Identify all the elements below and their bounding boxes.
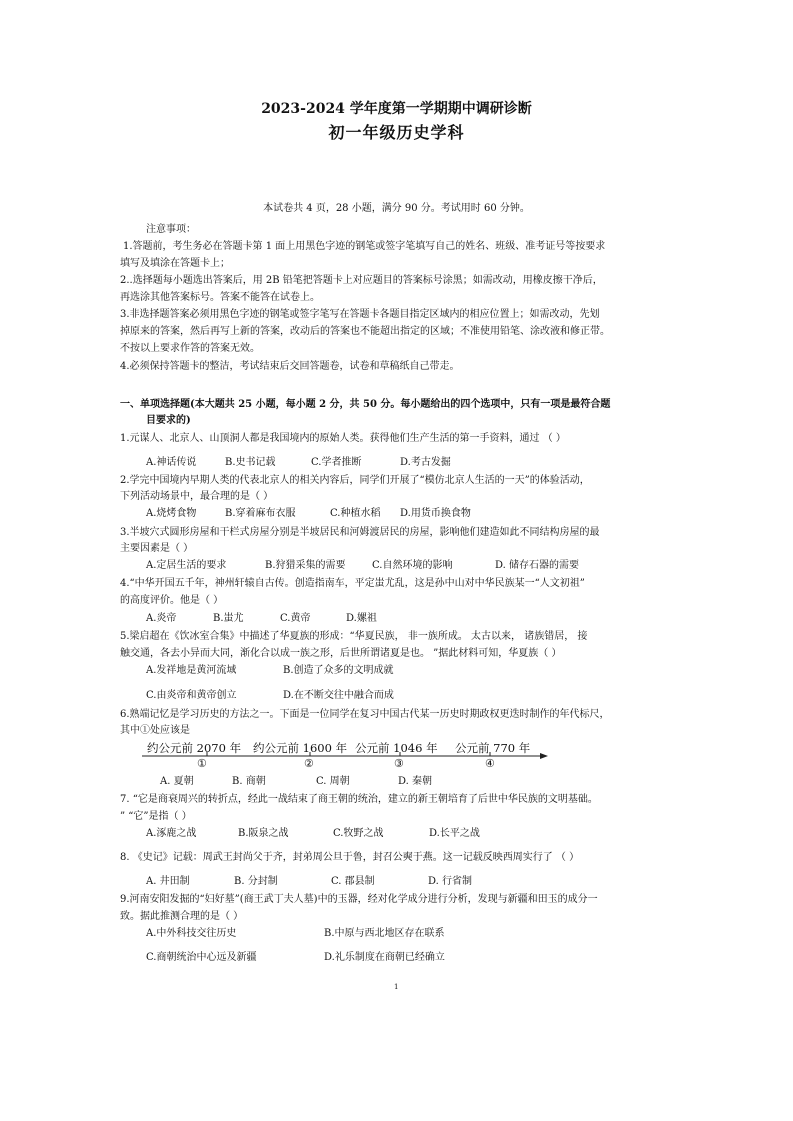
question-9-option-d: D.礼乐制度在商朝已经确立 <box>324 952 445 963</box>
timeline-label-1: 约公元前 2070 年 <box>147 741 242 755</box>
question-9-option-b: B.中原与西北地区存在联系 <box>324 928 445 939</box>
question-5-stem: 5.梁启超在《饮冰室合集》中描述了华夏族的形成：“华夏民族， 非一族所成。 太古以来， 诸族错居， 接 <box>120 631 588 642</box>
question-7-option-b: B.阪泉之战 <box>238 828 289 839</box>
question-6-option-d: D. 秦朝 <box>398 776 433 787</box>
exam-intro: 本试卷共 4 页，28 小题，满分 90 分。考试用时 60 分钟。 <box>263 203 530 214</box>
question-7-option-a: A.涿鹿之战 <box>146 828 197 839</box>
question-5-stem-cont: 触交通，各去小异而大同，渐化合以成一族之形，后世所谓诸夏是也。 ”据此材料可知，华夏族（ ） <box>120 648 562 659</box>
page-number: 1 <box>394 983 399 991</box>
question-4-option-b: B.蚩尤 <box>213 613 244 624</box>
question-2-option-b: B.穿着麻布衣服 <box>225 508 296 519</box>
question-7-stem: 7. “它是商衰周兴的转折点，经此一战结束了商王朝的统治，建立的新王朝培育了后世中华民族的文明基础。 <box>120 794 598 805</box>
question-3-option-c: C.自然环境的影响 <box>372 560 453 571</box>
notice-line: 2..选择题每小题选出答案后，用 2B 铅笔把答题卡上对应题目的答案标号涂黑；如需改动，用橡皮擦干净后， <box>120 275 603 286</box>
question-8-option-b: B. 分封制 <box>234 876 278 887</box>
question-6-stem: 6.熟端记忆是学习历史的方法之一。下面是一位同学在复习中国古代某一历史时期政权更迭时制作的年代标尺， <box>120 709 610 720</box>
notice-line: 填写及填涂在答题卡上； <box>120 258 230 269</box>
exam-title: 2023-2024 学年度第一学期期中调研诊断 <box>261 101 532 117</box>
section-heading-cont: 目要求的) <box>146 415 191 426</box>
exam-subtitle: 初一年级历史学科 <box>328 123 465 142</box>
question-4-option-c: C.黄帝 <box>280 613 311 624</box>
notice-line: 再选涂其他答案标号。答案不能答在试卷上。 <box>120 292 320 303</box>
timeline-label-2: 约公元前 1600 年 <box>253 741 348 755</box>
notice-heading: 注意事项： <box>146 224 196 235</box>
question-6-option-b: B. 商朝 <box>232 776 266 787</box>
timeline-mark-1: ① <box>197 757 207 770</box>
question-3-stem: 3.半坡穴式圆形房屋和干栏式房屋分别是半坡居民和河姆渡居民的房屋，影响他们建造如此不同结构房屋的最 <box>120 527 600 538</box>
question-1-option-c: C.学者推断 <box>311 457 362 468</box>
question-4-option-d: D.嫘祖 <box>346 613 377 624</box>
question-8-option-a: A. 井田制 <box>146 876 190 887</box>
timeline-label-3: 公元前 1046 年 <box>355 741 438 755</box>
timeline-mark-2: ② <box>304 757 314 770</box>
question-6-stem-cont: 其中①处应该是 <box>120 725 190 736</box>
question-5-option-c: C.由炎帝和黄帝创立 <box>146 690 237 701</box>
question-2-option-a: A.烧烤食物 <box>146 508 197 519</box>
question-4-stem-cont: 的高度评价。他是（ ） <box>120 595 224 606</box>
notice-line: 3.非选择题答案必须用黑色字迹的钢笔或签字笔写在答题卡各题目指定区域内的相应位置上；如需改动，先划 <box>120 309 600 320</box>
question-3-option-b: B.狩猎采集的需要 <box>265 560 346 571</box>
question-6-option-c: C. 周朝 <box>316 776 350 787</box>
question-5-option-d: D.在不断交往中融合而成 <box>283 690 394 701</box>
question-2-option-d: D.用货币换食物 <box>400 508 471 519</box>
question-1-stem: 1.元谋人、北京人、山顶洞人都是我国境内的原始人类。获得他们生产生活的第一手资料，通过 （ ） <box>120 433 566 444</box>
question-8-stem: 8. 《史记》记载：周武王封尚父于齐，封弟周公旦于鲁，封召公奭于燕。这一记载反映西周实行了 （ ） <box>120 852 580 863</box>
timeline-mark-4: ④ <box>485 757 495 770</box>
timeline-mark-3: ③ <box>394 757 404 770</box>
question-7-option-d: D.长平之战 <box>429 828 480 839</box>
notice-line: 4.必须保持答题卡的整洁，考试结束后交回答题卷，试卷和草稿纸自己带走。 <box>120 361 460 372</box>
question-8-option-c: C. 郡县制 <box>331 876 375 887</box>
question-3-option-a: A.定居生活的要求 <box>146 560 227 571</box>
question-1-option-a: A.神话传说 <box>146 457 197 468</box>
question-4-option-a: A.炎帝 <box>146 613 177 624</box>
question-2-stem: 2.学完中国境内早期人类的代表北京人的相关内容后，同学们开展了“模仿北京人生活的一天”的体验活动， <box>120 475 590 486</box>
question-2-option-c: C.种植水稻 <box>330 508 381 519</box>
question-9-option-a: A.中外科技交往历史 <box>146 928 237 939</box>
question-5-option-b: B.创造了众多的文明成就 <box>283 665 394 676</box>
notice-line: 掉原来的答案，然后再写上新的答案，改动后的答案也不能超出指定的区域；不准使用铅笔、涂改液和修正带。 <box>120 326 610 337</box>
question-4-stem: 4.“中华开国五千年，神州轩辕自古传。创造指南车，平定蚩尤乱，这是孙中山对中华民族某一“人文初祖” <box>120 578 585 589</box>
question-9-option-c: C.商朝统治中心远及新疆 <box>146 952 257 963</box>
question-9-stem-cont: 致。据此推测合理的是（ ） <box>120 911 244 922</box>
question-9-stem: 9.河南安阳发掘的“妇好墓”(商王武丁夫人墓)中的玉器，经对化学成分进行分析，发现与新疆和田玉的成分一 <box>120 894 598 905</box>
question-1-option-b: B.史书记载 <box>225 457 276 468</box>
question-6-option-a: A. 夏朝 <box>160 776 194 787</box>
question-5-option-a: A.发祥地是黄河流域 <box>146 665 237 676</box>
notice-line: 1.答题前，考生务必在答题卡第 1 面上用黑色字迹的钢笔或签字笔填写自己的姓名、班级、准考证号等按要求 <box>123 241 606 252</box>
timeline-arrow-icon <box>540 753 548 759</box>
section-heading: 一、单项选择题(本大题共 25 小题，每小题 2 分，共 50 分。每小题给出的四个选项中，只有一项是最符合题 <box>120 399 611 410</box>
question-8-option-d: D. 行省制 <box>428 876 473 887</box>
timeline-label-4: 公元前 770 年 <box>455 741 531 755</box>
question-7-stem-cont: ” “它”是指（ ） <box>120 811 192 822</box>
question-1-option-d: D.考古发掘 <box>400 457 451 468</box>
question-2-stem-cont: 下列活动场景中，最合理的是（ ） <box>120 491 274 502</box>
notice-line: 不按以上要求作答的答案无效。 <box>120 343 260 354</box>
question-3-stem-cont: 主要因素是（ ） <box>120 543 194 554</box>
question-3-option-d: D. 储存石器的需要 <box>495 560 580 571</box>
question-7-option-c: C.牧野之战 <box>333 828 384 839</box>
